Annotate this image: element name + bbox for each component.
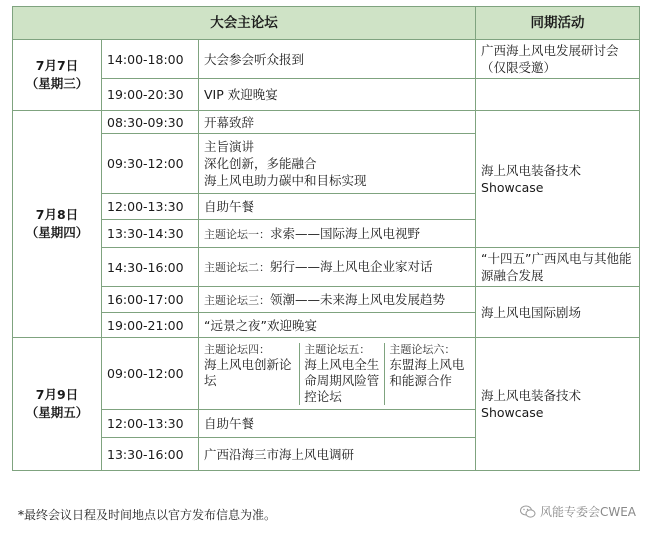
- parallel-forum: [385, 343, 470, 405]
- side-event-cell: “十四五”广西风电与其他能源融合发展: [476, 248, 640, 287]
- watermark: [520, 503, 636, 520]
- forum-tag: 主题论坛二：: [204, 261, 270, 274]
- side-event-empty: [476, 79, 640, 111]
- event-cell: 广西沿海三市海上风电调研: [199, 438, 476, 471]
- date-cell: [13, 40, 102, 111]
- time-cell: 09:00-12:00: [102, 338, 199, 410]
- time-cell: 12:00-13:30: [102, 194, 199, 220]
- date-label: 7月8日: [35, 207, 79, 222]
- date-label: 7月9日: [35, 387, 79, 402]
- time-cell: 19:00-20:30: [102, 79, 199, 111]
- weekday-label: （星期五）: [25, 405, 89, 420]
- time-cell: 12:00-13:30: [102, 410, 199, 438]
- forum-title: 躬行——海上风电企业家对话: [270, 259, 433, 274]
- event-cell: [199, 134, 476, 194]
- table-row: [13, 287, 640, 313]
- forum-tag: 主题论坛三：: [204, 293, 270, 307]
- parallel-forum: [204, 343, 300, 405]
- time-cell: 14:30-16:00: [102, 248, 199, 287]
- footnote: *最终会议日程及时间地点以官方发布信息为准。: [18, 508, 277, 522]
- date-cell: [13, 111, 102, 338]
- date-label: 7月7日: [35, 58, 79, 73]
- header-row: [13, 7, 640, 40]
- event-cell: 开幕致辞: [199, 111, 476, 134]
- side-event-cell: 海上风电装备技术Showcase: [476, 338, 640, 471]
- schedule-table: [12, 6, 640, 471]
- side-event-cell: 广西海上风电发展研讨会 （仅限受邀）: [476, 40, 640, 79]
- wechat-icon: [520, 505, 536, 519]
- forum-tag: 主题论坛六：: [389, 342, 456, 356]
- event-cell: 大会参会听众报到: [199, 40, 476, 79]
- date-cell: [13, 338, 102, 471]
- time-cell: 19:00-21:00: [102, 313, 199, 338]
- parallel-forums: [204, 343, 470, 405]
- watermark-text: 风能专委会CWEA: [539, 505, 636, 519]
- forum-tag: 主题论坛四：: [204, 342, 270, 356]
- forum-title: 海上风电全生命周期风险管控论坛: [304, 356, 380, 404]
- table-row: [13, 338, 640, 410]
- table-row: [13, 79, 640, 111]
- time-cell: 16:00-17:00: [102, 287, 199, 313]
- time-cell: 13:30-14:30: [102, 220, 199, 248]
- time-cell: 13:30-16:00: [102, 438, 199, 471]
- event-cell: [199, 248, 476, 287]
- event-cell: VIP 欢迎晚宴: [199, 79, 476, 111]
- event-line: 海上风电助力碳中和目标实现: [204, 173, 367, 188]
- event-line: 深化创新，多能融合: [204, 156, 317, 171]
- forum-title: 东盟海上风电和能源合作: [389, 356, 465, 388]
- side-events-header: 同期活动: [476, 7, 640, 40]
- time-cell: 08:30-09:30: [102, 111, 199, 134]
- parallel-forum: [300, 343, 385, 405]
- main-forum-header: 大会主论坛: [13, 7, 476, 40]
- time-cell: 09:30-12:00: [102, 134, 199, 194]
- event-cell: [199, 287, 476, 313]
- weekday-label: （星期四）: [25, 225, 89, 240]
- event-cell: “远景之夜”欢迎晚宴: [199, 313, 476, 338]
- forum-tag: 主题论坛五：: [304, 342, 371, 356]
- weekday-label: （星期三）: [25, 76, 89, 91]
- event-cell: 自助午餐: [199, 194, 476, 220]
- side-event-cell: 海上风电国际剧场: [476, 287, 640, 338]
- forum-title: 海上风电创新论坛: [204, 356, 292, 388]
- forum-title: 求索——国际海上风电视野: [270, 225, 421, 241]
- forum-tag: 主题论坛一：: [204, 227, 270, 241]
- table-row: [13, 40, 640, 79]
- forum-title: 领潮——未来海上风电发展趋势: [270, 291, 446, 307]
- time-cell: 14:00-18:00: [102, 40, 199, 79]
- side-event-cell: 海上风电装备技术Showcase: [476, 111, 640, 248]
- parallel-forums-cell: [199, 338, 476, 410]
- table-row: [13, 248, 640, 287]
- event-cell: [199, 220, 476, 248]
- table-row: [13, 111, 640, 134]
- event-line: 主旨演讲: [204, 139, 255, 154]
- event-cell: 自助午餐: [199, 410, 476, 438]
